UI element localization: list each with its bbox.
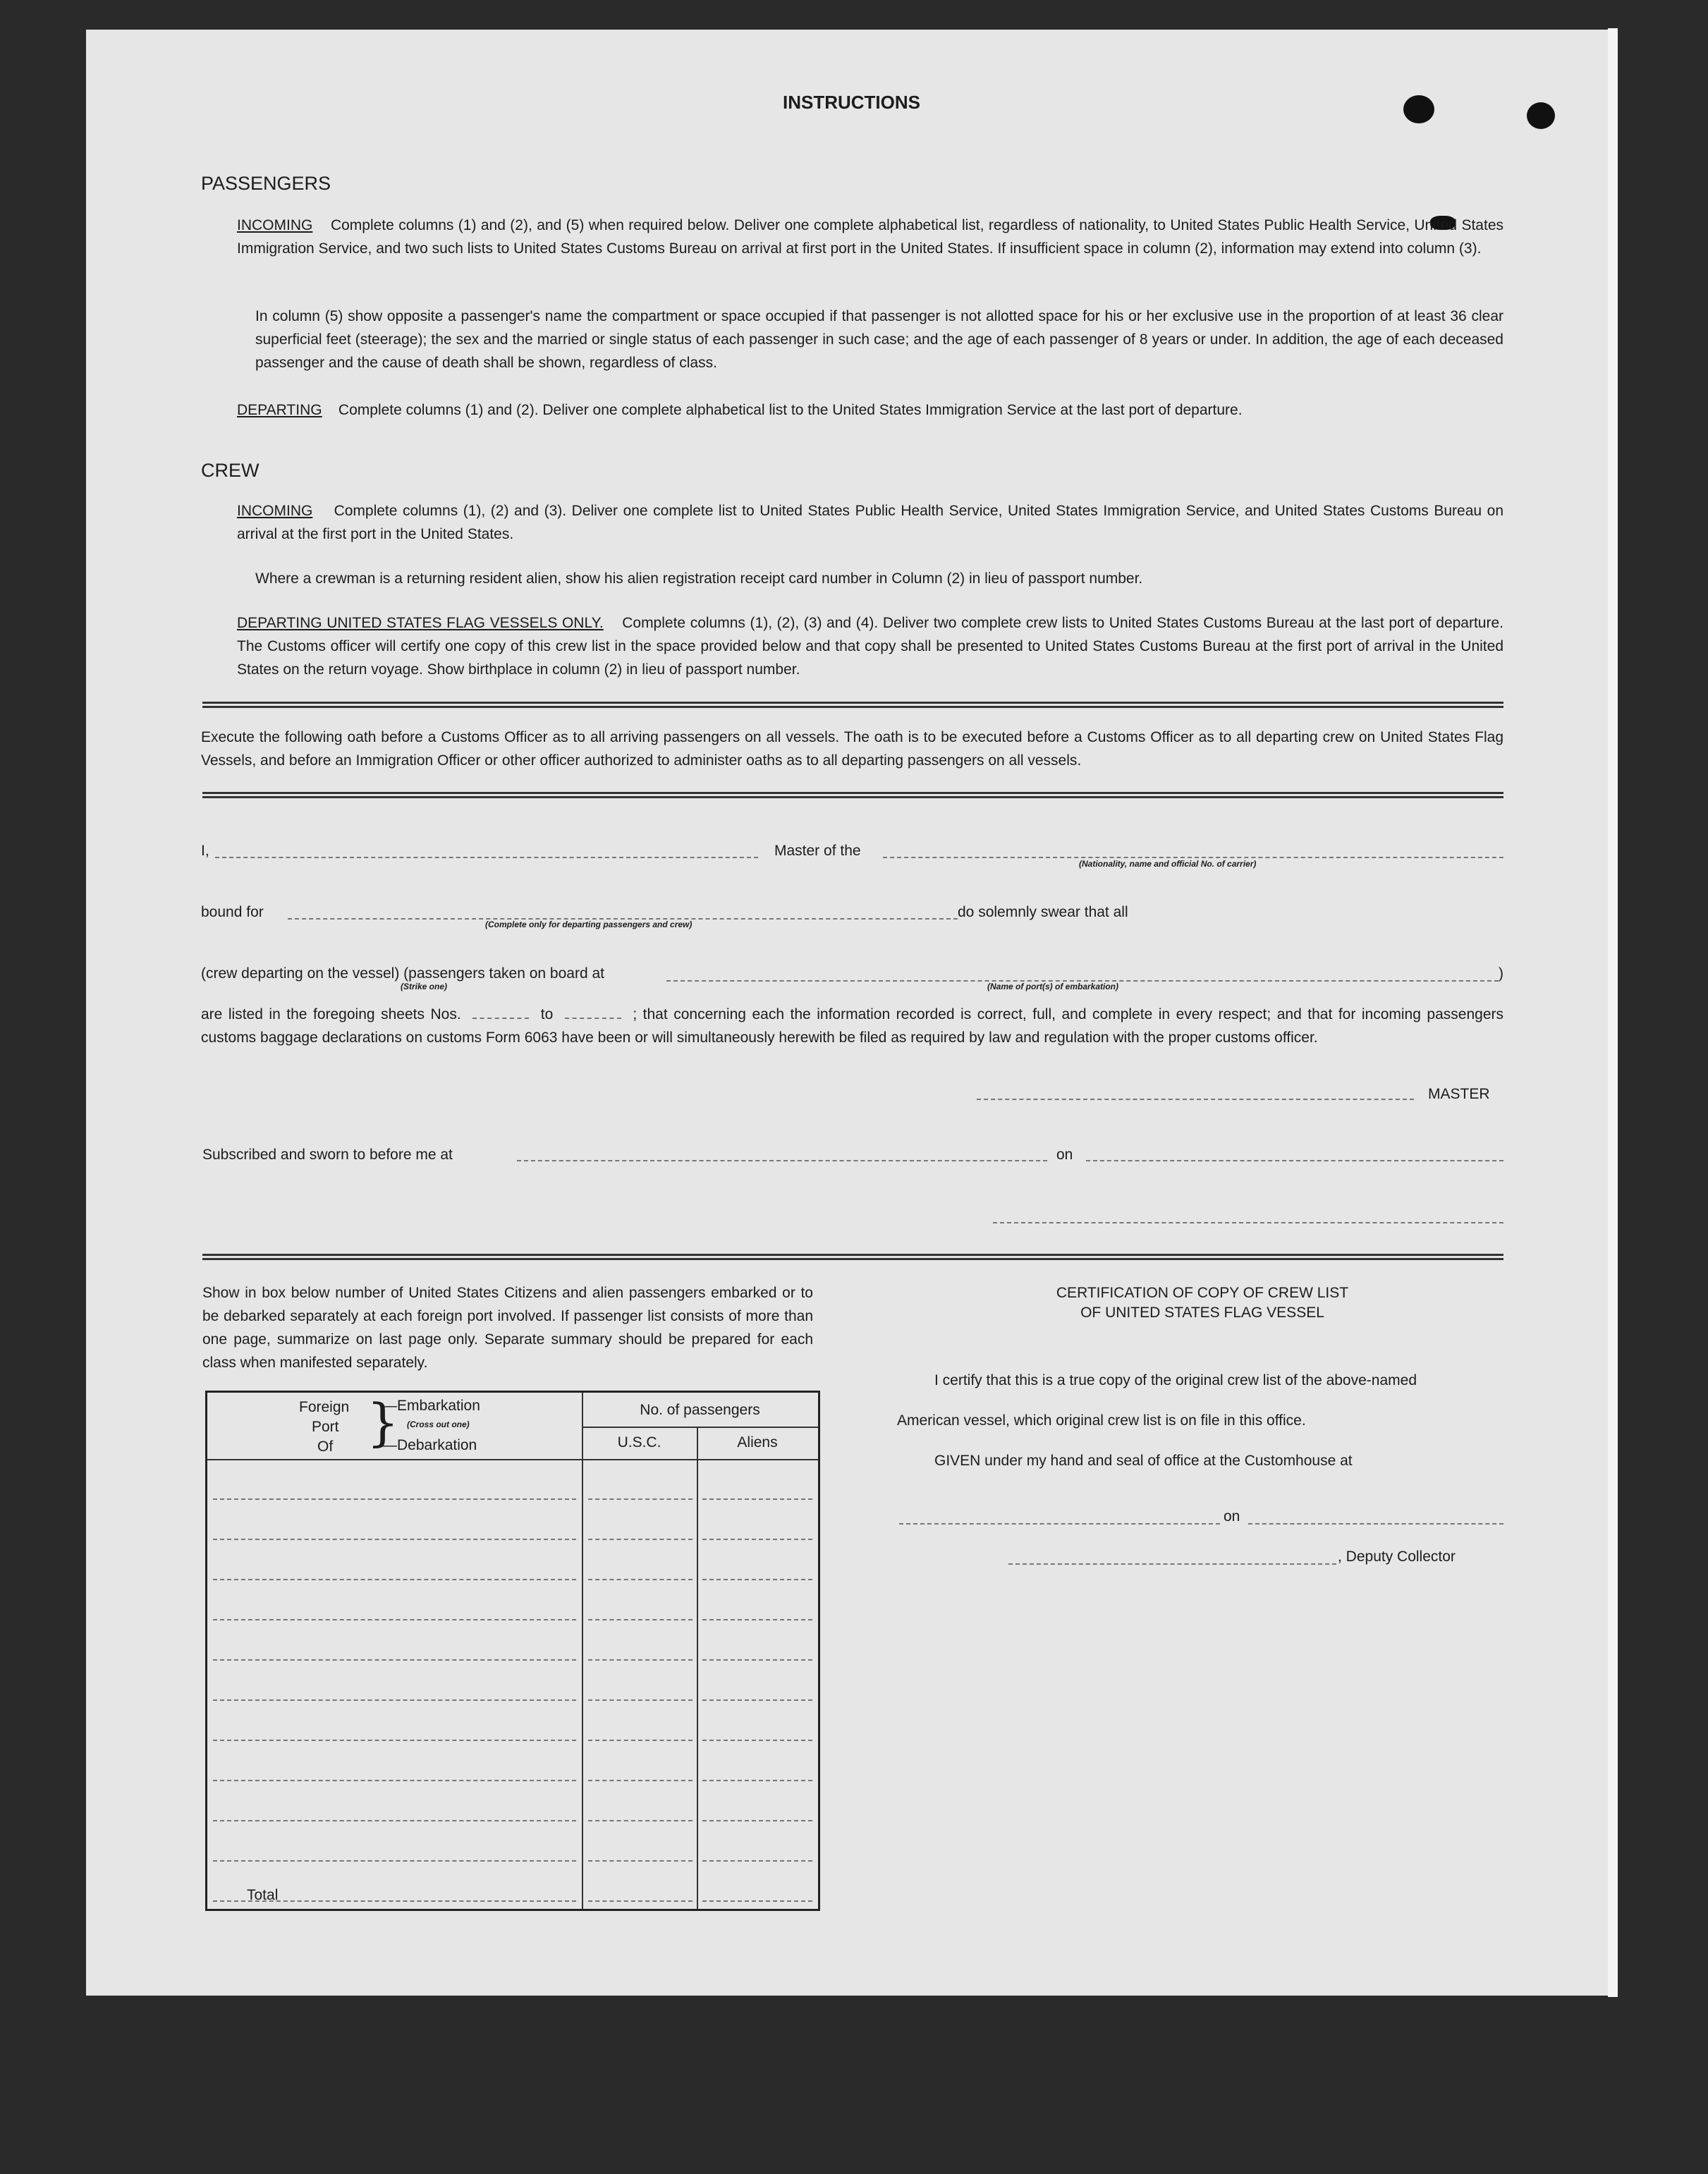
bound-for-label: bound for bbox=[201, 904, 264, 920]
passengers-column5-paragraph: In column (5) show opposite a passenger's name the compartment or space occupied if that passenger is not allotted space for his or her exclusive use in the proportion of at least 36 clear superficial feet (steerage); the sex and the married or single status of each passenger in such case; and the age of each passenger of 8 years or under. In addition, the age of each deceased passenger and the cause of death shall be shown, regardless of class. bbox=[255, 308, 1503, 371]
cert-date-field[interactable] bbox=[1248, 1523, 1503, 1525]
summary-entry-field[interactable] bbox=[213, 1579, 576, 1580]
oath-listed-paragraph bbox=[201, 1003, 1503, 1049]
summary-entry-field[interactable] bbox=[702, 1699, 812, 1701]
summary-entry-field[interactable] bbox=[213, 1539, 576, 1540]
passengers-incoming-label: INCOMING bbox=[237, 217, 313, 233]
summary-entry-field[interactable] bbox=[213, 1820, 576, 1821]
port-label: Port bbox=[312, 1419, 339, 1435]
master-label: MASTER bbox=[1428, 1086, 1490, 1102]
vessel-name-field[interactable] bbox=[883, 857, 1503, 858]
section-divider bbox=[202, 1254, 1503, 1260]
summary-entry-field[interactable] bbox=[213, 1780, 576, 1781]
summary-entry-field[interactable] bbox=[702, 1539, 812, 1540]
summary-entry-field[interactable] bbox=[588, 1820, 693, 1821]
column-divider bbox=[697, 1428, 698, 1909]
strike-one-note: (Strike one) bbox=[401, 982, 448, 991]
summary-entry-field[interactable] bbox=[588, 1860, 693, 1862]
oath-i-label: I, bbox=[201, 843, 209, 859]
certification-title-1: CERTIFICATION OF COPY OF CREW LIST bbox=[1056, 1285, 1349, 1301]
foreign-label: Foreign bbox=[299, 1399, 350, 1415]
embarkation-label: —Embarkation bbox=[382, 1398, 480, 1414]
passengers-incoming-paragraph bbox=[237, 214, 1503, 260]
deputy-signature-field[interactable] bbox=[1008, 1563, 1336, 1565]
crew-incoming-label: INCOMING bbox=[237, 503, 313, 519]
page-title: INSTRUCTIONS bbox=[783, 92, 920, 113]
sheet-from-field[interactable] bbox=[472, 1018, 529, 1019]
complete-only-note: (Complete only for departing passengers and crew) bbox=[485, 920, 693, 929]
summary-entry-field[interactable] bbox=[588, 1780, 693, 1781]
summary-entry-field[interactable] bbox=[588, 1579, 693, 1580]
crew-departing-label: DEPARTING UNITED STATES FLAG VESSELS ONLY. bbox=[237, 615, 604, 631]
summary-entry-field[interactable] bbox=[702, 1820, 812, 1821]
of-label: Of bbox=[317, 1439, 334, 1455]
header-divider bbox=[207, 1459, 818, 1460]
oath-intro: Execute the following oath before a Customs Officer as to all arriving passengers on all vessels. The oath is to be executed before a Customs Officer as to all departing crew on United States Flag Vessels, and before an Immigration Officer or other officer authorized to administer oaths as to all departing passengers on all vessels. bbox=[201, 729, 1503, 769]
summary-entry-field[interactable] bbox=[588, 1900, 693, 1902]
no-passengers-header: No. of passengers bbox=[640, 1402, 760, 1418]
column-divider bbox=[582, 1393, 583, 1909]
summary-entry-field[interactable] bbox=[588, 1740, 693, 1741]
summary-entry-field[interactable] bbox=[213, 1619, 576, 1620]
cross-out-note: (Cross out one) bbox=[407, 1419, 470, 1429]
sworn-date-field[interactable] bbox=[1086, 1160, 1503, 1161]
summary-entry-field[interactable] bbox=[588, 1619, 693, 1620]
page-edge bbox=[1608, 28, 1618, 1997]
passenger-summary-table bbox=[205, 1391, 820, 1911]
ports-note: (Name of port(s) of embarkation) bbox=[987, 982, 1119, 991]
ink-blot bbox=[1527, 102, 1555, 129]
sworn-on-label: on bbox=[1056, 1147, 1073, 1163]
summary-entry-field[interactable] bbox=[702, 1780, 812, 1781]
summary-entry-field[interactable] bbox=[588, 1699, 693, 1701]
summary-entry-field[interactable] bbox=[213, 1498, 576, 1500]
summary-entry-field[interactable] bbox=[588, 1498, 693, 1500]
summary-entry-field[interactable] bbox=[588, 1659, 693, 1661]
summary-entry-field[interactable] bbox=[213, 1860, 576, 1862]
cert-on-label: on bbox=[1224, 1508, 1240, 1525]
summary-entry-field[interactable] bbox=[702, 1860, 812, 1862]
master-signature-field[interactable] bbox=[977, 1099, 1414, 1100]
master-of-the-label: Master of the bbox=[774, 843, 861, 859]
ink-blot bbox=[1403, 95, 1434, 123]
section-divider bbox=[202, 792, 1503, 798]
header-divider bbox=[582, 1427, 818, 1428]
aliens-header: Aliens bbox=[737, 1434, 778, 1451]
passengers-departing-paragraph bbox=[237, 398, 1503, 422]
passengers-departing-label: DEPARTING bbox=[237, 402, 322, 418]
listed-to: to bbox=[540, 1006, 554, 1022]
summary-instructions: Show in box below number of United States Citizens and alien passengers embarked or to be debarked separately at each foreign port involved. If passenger list consists of more than one page, summarize on last page only. Separate summary should be prepared for each class when manifested separately. bbox=[202, 1285, 813, 1371]
certification-title-2: OF UNITED STATES FLAG VESSEL bbox=[1080, 1305, 1324, 1321]
summary-entry-field[interactable] bbox=[702, 1619, 812, 1620]
passengers-heading: PASSENGERS bbox=[201, 173, 331, 194]
sheet-to-field[interactable] bbox=[565, 1018, 621, 1019]
listed-b: ; that concerning each the information recorded is correct, full, and complete in every respect; and that for incoming passengers customs baggage declarations on customs Form 6063 have been or will simultaneously herewith be filed as required by law and regulation with the proper customs officer. bbox=[201, 1006, 1503, 1046]
sworn-place-field[interactable] bbox=[517, 1160, 1047, 1161]
crew-departing-text: Complete columns (1), (2), (3) and (4). Deliver two complete crew lists to United States Customs Bureau at the last port of departure. The Customs officer will certify one copy of this crew list in the space provided below and that copy shall be presented to United States Customs Bureau at the first port of arrival in the United States on the return voyage. Show birthplace in column (2) in lieu of passport number. bbox=[237, 615, 1503, 678]
crew-heading: CREW bbox=[201, 460, 260, 481]
vessel-text: American vessel, which original crew list is on file in this office. bbox=[897, 1412, 1306, 1429]
listed-a: are listed in the foregoing sheets Nos. bbox=[201, 1006, 461, 1022]
crew-departing-paragraph bbox=[237, 611, 1503, 681]
usc-header: U.S.C. bbox=[617, 1434, 661, 1451]
crew-incoming-text: Complete columns (1), (2) and (3). Deliver one complete list to United States Public Health Service, United States Immigration Service, and United States Customs Bureau on arrival at the first port in the United States. bbox=[237, 503, 1503, 542]
officer-signature-field[interactable] bbox=[993, 1222, 1503, 1223]
swear-label: do solemnly swear that all bbox=[958, 904, 1128, 920]
deputy-collector-label: , Deputy Collector bbox=[1338, 1549, 1456, 1565]
passengers-incoming-text: Complete columns (1) and (2), and (5) when required below. Deliver one complete alphabetical list, regardless of nationality, to United States Public Health Service, United States Immigration Service, and two such lists to United States Customs Bureau on arrival at first port in the United States. If insufficient space in column (2), information may extend into column (3). bbox=[237, 217, 1504, 257]
customhouse-field[interactable] bbox=[899, 1523, 1220, 1525]
summary-entry-field[interactable] bbox=[702, 1659, 812, 1661]
master-name-field[interactable] bbox=[215, 857, 758, 858]
nationality-note: (Nationality, name and official No. of carrier) bbox=[1079, 859, 1257, 869]
summary-entry-field[interactable] bbox=[702, 1740, 812, 1741]
summary-entry-field[interactable] bbox=[588, 1539, 693, 1540]
brace-icon: } bbox=[367, 1393, 399, 1452]
certify-text: I certify that this is a true copy of the original crew list of the above-named bbox=[934, 1372, 1417, 1388]
crew-resident-paragraph: Where a crewman is a returning resident alien, show his alien registration receipt card number in Column (2) in lieu of passport number. bbox=[255, 570, 1143, 587]
summary-entry-field[interactable] bbox=[213, 1740, 576, 1741]
debarkation-label: —Debarkation bbox=[382, 1437, 477, 1453]
given-text: GIVEN under my hand and seal of office at the Customhouse at bbox=[934, 1453, 1353, 1469]
crew-incoming-paragraph bbox=[237, 499, 1503, 546]
section-divider bbox=[202, 702, 1503, 708]
crew-departing-label: (crew departing on the vessel) (passengers taken on board at bbox=[201, 965, 604, 982]
close-paren: ) bbox=[1499, 965, 1503, 982]
summary-entry-field[interactable] bbox=[213, 1699, 576, 1701]
total-label: Total bbox=[247, 1887, 279, 1903]
summary-entry-field[interactable] bbox=[702, 1579, 812, 1580]
summary-entry-field[interactable] bbox=[702, 1498, 812, 1500]
summary-entry-field[interactable] bbox=[702, 1900, 812, 1902]
summary-entry-field[interactable] bbox=[213, 1659, 576, 1661]
subscribed-label: Subscribed and sworn to before me at bbox=[202, 1147, 453, 1163]
passengers-departing-text: Complete columns (1) and (2). Deliver one complete alphabetical list to the United States Immigration Service at the last port of departure. bbox=[338, 402, 1243, 418]
